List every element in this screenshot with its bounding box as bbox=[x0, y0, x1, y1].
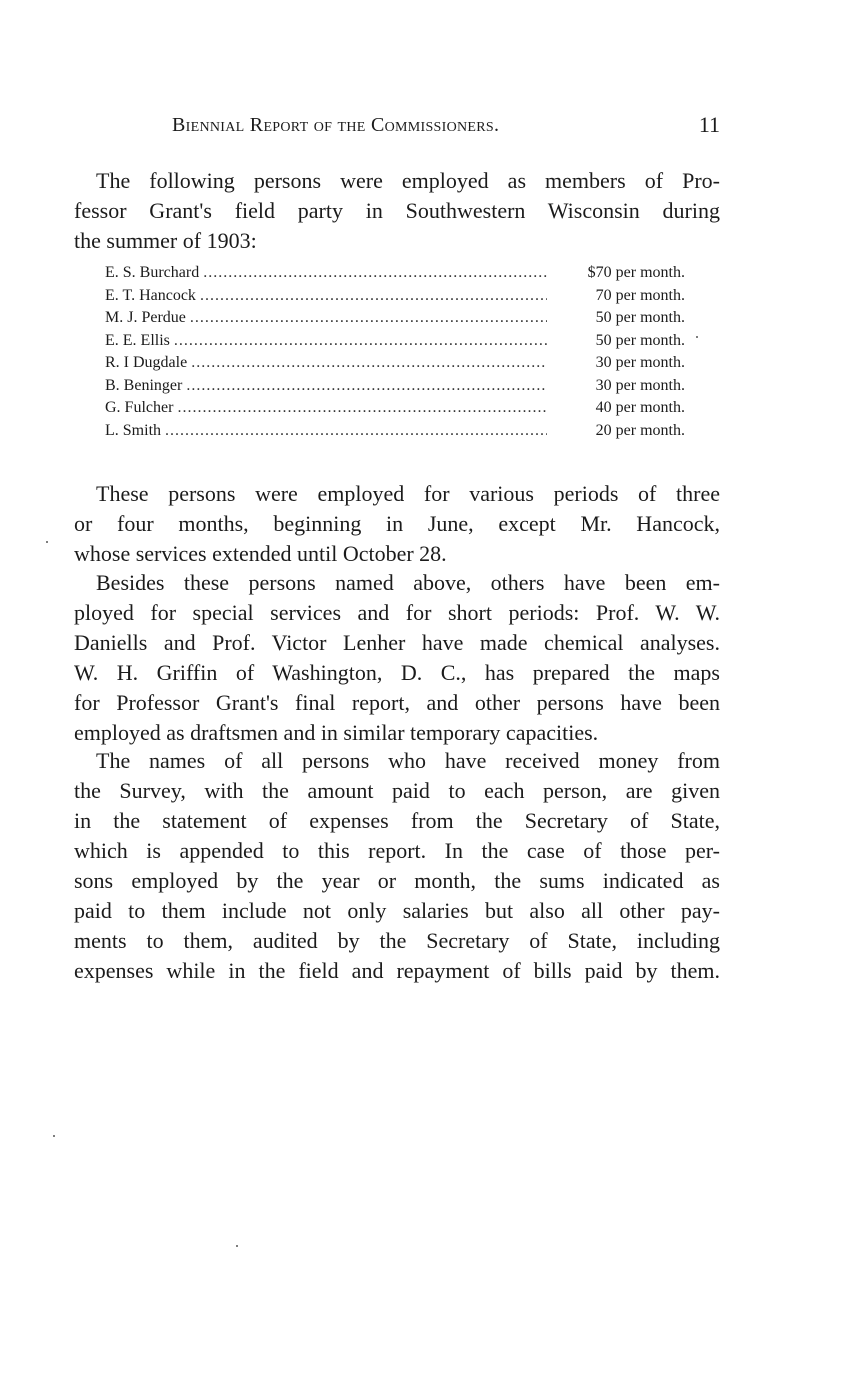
dot-leader bbox=[203, 262, 547, 285]
paragraph-line: or four months, beginning in June, except Mr. Hancock, bbox=[74, 511, 720, 536]
monthly-rate: 20 per month. bbox=[595, 421, 685, 439]
besides-paragraph bbox=[74, 568, 720, 748]
dot-leader bbox=[174, 330, 547, 353]
paper-speck bbox=[46, 541, 48, 543]
employee-name: E. E. Ellis bbox=[105, 331, 170, 349]
monthly-rate: 40 per month. bbox=[595, 399, 685, 416]
paper-speck bbox=[236, 1245, 238, 1247]
paragraph-line: paid to them include not only salaries but also all other pay- bbox=[74, 898, 720, 923]
roster-row bbox=[105, 352, 685, 375]
paragraph-line: the Survey, with the amount paid to each person, are given bbox=[74, 778, 720, 803]
dot-leader bbox=[191, 352, 547, 375]
paragraph-line: ployed for special services and for short periods: Prof. W. W. bbox=[74, 600, 720, 625]
monthly-rate: 30 per month. bbox=[595, 354, 685, 371]
dot-leader bbox=[165, 420, 547, 443]
paragraph-line: These persons were employed for various periods of three bbox=[96, 481, 720, 506]
paragraph-line: which is appended to this report. In the case of those per- bbox=[74, 838, 720, 863]
paragraph-line: whose services extended until October 28. bbox=[74, 541, 447, 566]
paragraph-line: ments to them, audited by the Secretary of State, including bbox=[74, 928, 720, 953]
roster-row bbox=[105, 262, 685, 285]
periods-paragraph bbox=[74, 479, 720, 569]
monthly-rate: 70 per month. bbox=[595, 286, 685, 304]
dot-leader bbox=[190, 307, 547, 330]
paper-speck bbox=[696, 336, 698, 338]
paragraph-line: in the statement of expenses from the Secretary of State, bbox=[74, 808, 720, 833]
roster-row bbox=[105, 397, 685, 420]
names-paragraph bbox=[74, 746, 720, 986]
roster-row bbox=[105, 307, 685, 330]
employee-name: E. T. Hancock bbox=[105, 286, 196, 304]
page-number: 11 bbox=[698, 112, 720, 137]
paragraph-line: The following persons were employed as members of Pro- bbox=[96, 168, 720, 193]
paragraph-line: for Professor Grant's final report, and other persons have been bbox=[74, 690, 720, 715]
paragraph-line: Daniells and Prof. Victor Lenher have made chemical analyses. bbox=[74, 630, 720, 655]
employee-name: G. Fulcher bbox=[105, 399, 174, 416]
dot-leader bbox=[200, 285, 547, 308]
running-head bbox=[172, 114, 720, 142]
paper-speck bbox=[53, 1135, 55, 1137]
roster-row bbox=[105, 420, 685, 443]
monthly-rate: 30 per month. bbox=[595, 376, 685, 394]
paragraph-line: The names of all persons who have received money from bbox=[96, 748, 720, 773]
paragraph-line: sons employed by the year or month, the sums indicated as bbox=[74, 868, 720, 893]
employee-name: M. J. Perdue bbox=[105, 309, 186, 326]
employee-name: B. Beninger bbox=[105, 376, 183, 394]
roster-row bbox=[105, 285, 685, 308]
monthly-rate: $70 per month. bbox=[587, 264, 685, 281]
intro-paragraph bbox=[74, 166, 720, 256]
dot-leader bbox=[177, 397, 547, 420]
paragraph-line: employed as draftsmen and in similar temporary capacities. bbox=[74, 720, 599, 745]
employee-roster bbox=[105, 262, 685, 442]
paragraph-line: the summer of 1903: bbox=[74, 228, 257, 253]
paragraph-line: fessor Grant's field party in Southwestern Wisconsin during bbox=[74, 198, 720, 223]
employee-name: R. I Dugdale bbox=[105, 354, 188, 371]
paragraph-line: Besides these persons named above, others have been em- bbox=[96, 570, 720, 595]
employee-name: E. S. Burchard bbox=[105, 264, 200, 281]
monthly-rate: 50 per month. bbox=[595, 309, 685, 326]
monthly-rate: 50 per month. bbox=[595, 331, 685, 349]
paragraph-line: W. H. Griffin of Washington, D. C., has prepared the maps bbox=[74, 660, 720, 685]
roster-row bbox=[105, 375, 685, 398]
running-title: Biennial Report of the Commissioners. bbox=[172, 114, 500, 136]
roster-row bbox=[105, 330, 685, 353]
dot-leader bbox=[186, 375, 547, 398]
employee-name: L. Smith bbox=[105, 421, 162, 439]
paragraph-line: expenses while in the field and repayment of bills paid by them. bbox=[74, 958, 720, 983]
